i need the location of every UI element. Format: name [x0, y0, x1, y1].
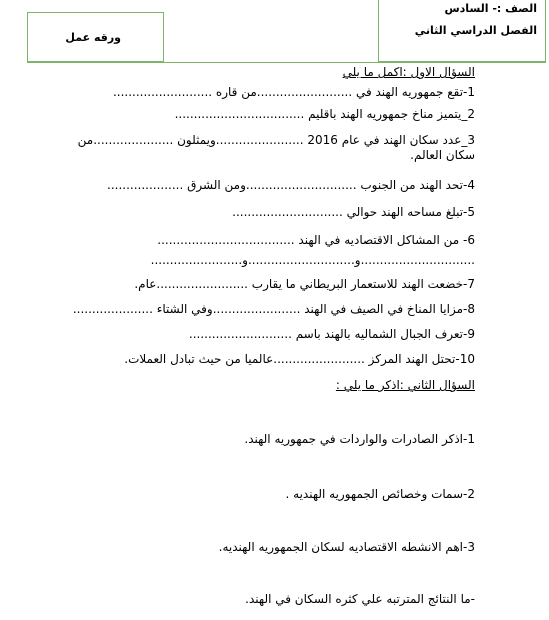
q2-heading: السؤال الثاني :اذكر ما يلي :: [335, 378, 475, 392]
q2-item-1: 1-اذكر الصادرات والواردات في جمهوريه الهند.: [244, 432, 475, 446]
header-divider: [27, 62, 546, 63]
q2-item-4: -ما النتائج المترتبه علي كثره السكان في الهند.: [245, 592, 475, 606]
q1-item-8: 8-مزايا المناخ في الصيف في الهند .......................وفي الشتاء .....................: [72, 302, 475, 316]
term-label: الفصل الدراسي الثاني: [414, 24, 537, 37]
q2-item-2: 2-سمات وخصائص الجمهوريه الهنديه .: [285, 487, 475, 501]
q1-item-1: 1-تقع جمهوريه الهند في .........................من قاره ..........................: [112, 85, 475, 99]
q1-item-3: 3_عدد سكان الهند في عام 2016 .......................ويمثلون .....................من سكان العالم.: [77, 133, 475, 162]
q1-item-10: 10-تحتل الهند المركز ........................عالميا من حيث تبادل العملات.: [124, 352, 475, 366]
q1-item-5: 5-تبلغ مساحه الهند حوالي .............................: [232, 205, 475, 219]
q1-item-6-blanks: ..............................و............................و........................: [150, 253, 475, 267]
worksheet-label: ورقه عمل: [65, 31, 121, 44]
q1-item-9: 9-تعرف الجبال الشماليه بالهند باسم ...........................: [188, 327, 475, 341]
header-info-box: [378, 0, 546, 62]
worksheet-label-box: [27, 12, 164, 62]
q1-heading: السؤال الاول :اكمل ما يلي: [342, 65, 475, 79]
q2-item-3: 3-اهم الانشطه الاقتصاديه لسكان الجمهوريه الهنديه.: [218, 540, 475, 554]
q1-item-6: 6- من المشاكل الاقتصاديه في الهند ....................................: [157, 233, 475, 247]
q1-item-4: 4-تحد الهند من الجنوب .............................ومن الشرق ....................: [107, 178, 475, 192]
grade-label: الصف :- السادس: [444, 2, 537, 15]
q1-item-7: 7-خضعت الهند للاستعمار البريطاني ما يقارب ........................عام.: [134, 277, 475, 291]
q1-item-2: 2_يتميز مناخ جمهوريه الهند باقليم ..................................: [174, 107, 475, 121]
